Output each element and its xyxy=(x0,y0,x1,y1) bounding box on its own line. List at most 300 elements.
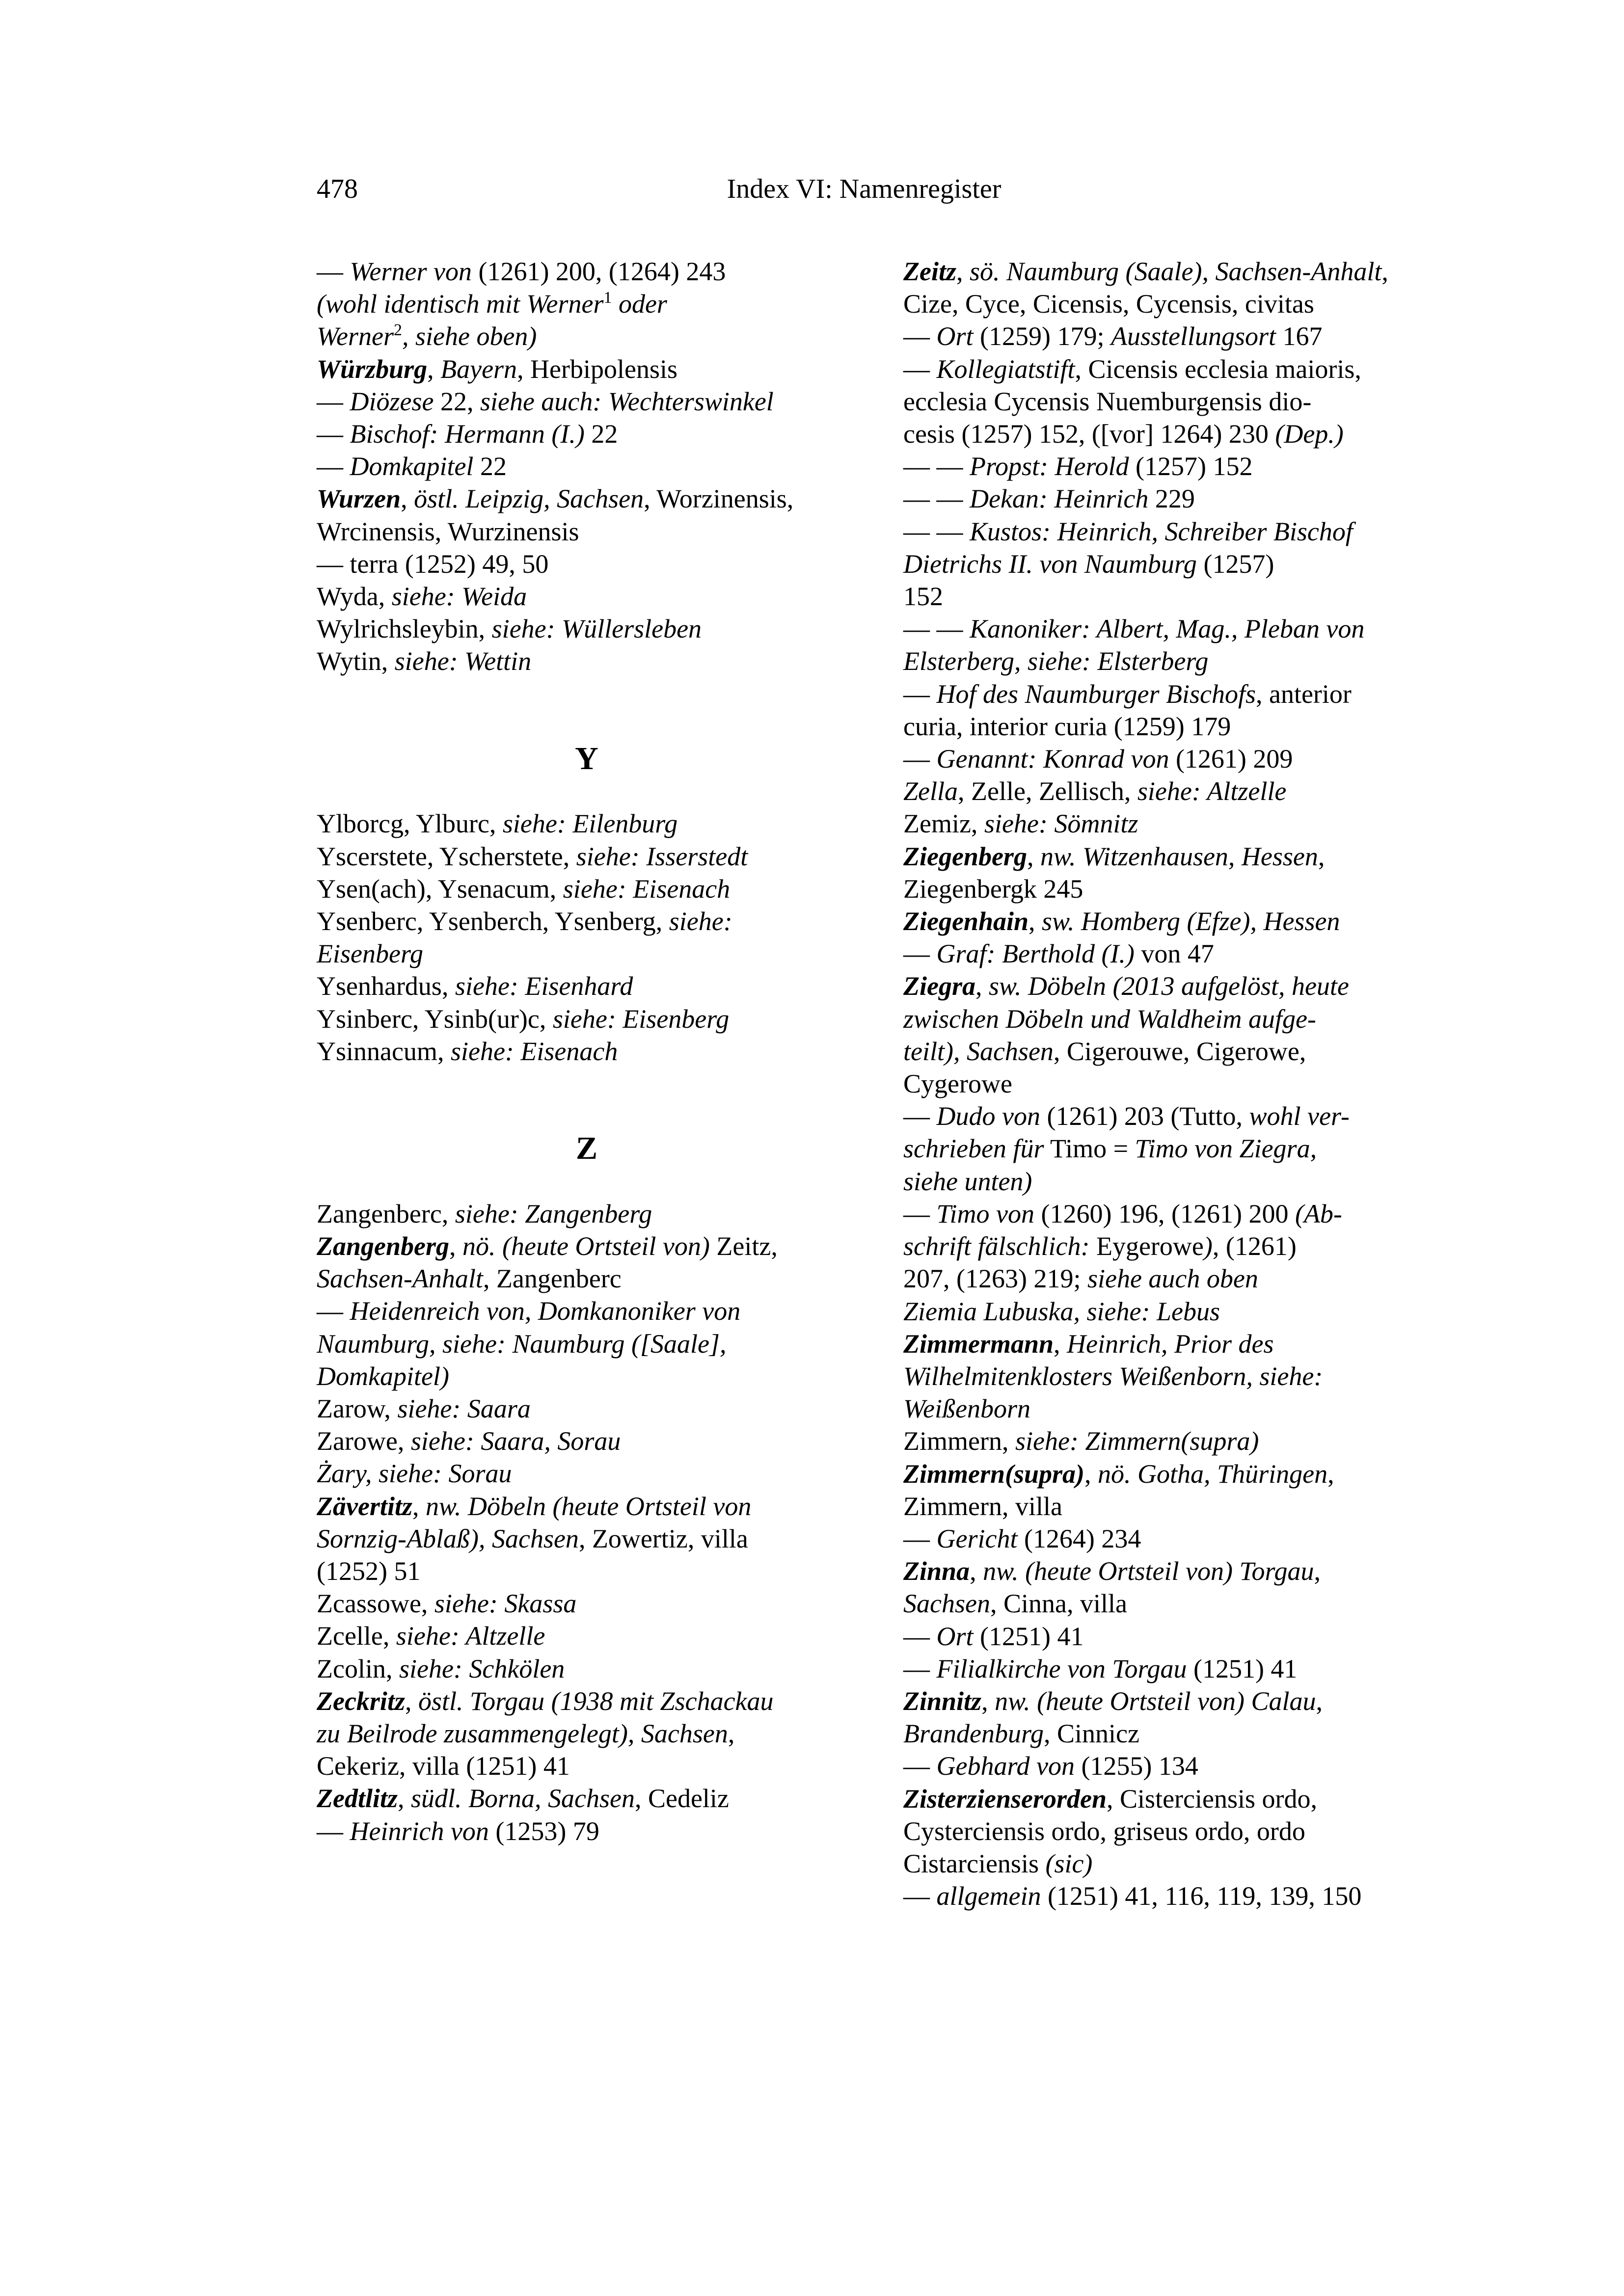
index-line xyxy=(317,418,857,450)
index-text: , xyxy=(397,1784,411,1814)
index-text: — — xyxy=(903,516,970,546)
index-text: Gebhard von xyxy=(936,1751,1075,1781)
running-head xyxy=(317,169,1411,209)
index-text: cesis (1257) 152, ([vor] 1264) 230 xyxy=(903,419,1275,449)
index-line xyxy=(903,710,1443,743)
index-text: — xyxy=(317,1816,350,1846)
index-line xyxy=(903,418,1443,450)
index-text: (1264) 234 xyxy=(1017,1523,1141,1553)
index-text: , xyxy=(1381,257,1388,286)
index-text: Zimmern, villa xyxy=(903,1491,1062,1521)
index-text: östl. Torgau (1938 mit Zschackau xyxy=(418,1686,774,1716)
headword: Zeitz xyxy=(903,257,956,286)
index-line xyxy=(317,645,857,677)
index-text: — terra (1252) 49, 50 xyxy=(317,549,549,579)
index-text: Sachsen-Anhalt xyxy=(317,1264,483,1294)
index-text: Dekan: Heinrich xyxy=(970,484,1149,514)
index-line xyxy=(317,1035,857,1068)
footnote-marker: 2 xyxy=(394,321,402,340)
index-line xyxy=(317,1425,857,1457)
index-text: , Worzinensis, xyxy=(644,484,794,514)
index-line xyxy=(903,1653,1443,1685)
index-text: (1261) 200, (1264) 243 xyxy=(471,257,726,286)
index-text: Filialkirche von Torgau xyxy=(936,1654,1187,1683)
index-text: Zcelle, xyxy=(317,1621,396,1651)
index-text: (1261) 203 (Tutto, xyxy=(1040,1101,1249,1131)
index-text: (1253) 79 xyxy=(488,1816,599,1846)
index-text: wohl ver- xyxy=(1249,1101,1350,1131)
index-text: Cygerowe xyxy=(903,1069,1012,1099)
index-line xyxy=(903,1425,1443,1457)
index-line xyxy=(317,1392,857,1425)
index-line xyxy=(903,353,1443,385)
index-text: siehe: Wüllersleben xyxy=(491,614,702,644)
index-text: (1252) 51 xyxy=(317,1556,421,1586)
section-spacer xyxy=(317,678,857,743)
index-text: nw. Döbeln (heute Ortsteil von xyxy=(425,1491,752,1521)
index-text: Zcassowe, xyxy=(317,1589,434,1619)
index-text: , Cisterciensis ordo, xyxy=(1107,1784,1317,1814)
index-text: Heinrich von xyxy=(350,1816,489,1846)
index-text: , Cedeliz xyxy=(634,1784,729,1814)
index-line xyxy=(317,970,857,1002)
index-line xyxy=(317,482,857,515)
index-text: nö. Gotha, Thüringen xyxy=(1098,1459,1328,1489)
index-line xyxy=(317,1685,857,1717)
index-text: Wyda, xyxy=(317,582,392,612)
index-text: schrift fälschlich: xyxy=(903,1231,1090,1261)
index-text: (1261) 209 xyxy=(1169,744,1293,774)
index-text: Diözese xyxy=(350,386,434,416)
index-line xyxy=(317,840,857,873)
index-line xyxy=(903,1100,1443,1132)
index-text: siehe auch: Wechterswinkel xyxy=(480,386,774,416)
index-line xyxy=(903,1522,1443,1555)
index-text: allgemein xyxy=(936,1881,1041,1911)
index-text: Gericht xyxy=(936,1523,1018,1553)
index-line xyxy=(903,1587,1443,1620)
index-text: östl. Leipzig, Sachsen xyxy=(414,484,644,514)
index-line xyxy=(903,613,1443,645)
headword: Zävertitz xyxy=(317,1491,412,1521)
index-line xyxy=(317,1262,857,1295)
index-text: siehe: Altzelle xyxy=(1137,776,1287,806)
headword: Ziegenhain xyxy=(903,907,1029,936)
index-text: — xyxy=(903,1199,937,1228)
index-text: , xyxy=(1316,1686,1323,1716)
index-text: Zarow, xyxy=(317,1394,398,1424)
index-text: — xyxy=(903,321,937,351)
index-text: — xyxy=(903,1523,937,1553)
index-line xyxy=(317,255,857,288)
index-text: siehe: Zimmern(supra) xyxy=(1015,1426,1259,1456)
index-line xyxy=(903,255,1443,288)
index-text: Werner von xyxy=(350,257,472,286)
index-text: , xyxy=(1084,1459,1098,1489)
index-line xyxy=(903,580,1443,613)
index-text: Naumburg, siehe: Naumburg ([Saale], xyxy=(317,1329,727,1359)
index-text: — xyxy=(317,257,350,286)
index-line xyxy=(317,1003,857,1035)
index-line xyxy=(903,1392,1443,1425)
section-letter-heading: Y xyxy=(575,741,598,777)
index-text: , Zelle, Zellisch, xyxy=(958,776,1137,806)
index-text: (1257) xyxy=(1196,549,1274,579)
index-text: , (1261) xyxy=(1212,1231,1297,1261)
index-line xyxy=(317,1360,857,1392)
index-line xyxy=(317,320,857,352)
index-text: , Herbipolensis xyxy=(517,354,678,384)
index-line xyxy=(317,905,857,937)
index-text: Ysenhardus, xyxy=(317,971,455,1001)
index-line xyxy=(903,840,1443,873)
index-line xyxy=(903,1165,1443,1198)
headword: Ziegra xyxy=(903,971,975,1001)
index-text: , anterior xyxy=(1255,679,1352,709)
index-text: Timo von Ziegra, xyxy=(1135,1134,1317,1164)
index-text: — xyxy=(903,744,937,774)
index-text: , xyxy=(981,1686,995,1716)
index-text: , xyxy=(449,1231,462,1261)
index-text: Ort xyxy=(936,321,974,351)
index-text: teilt), Sachsen xyxy=(903,1036,1054,1066)
index-text: Timo von xyxy=(936,1199,1035,1228)
index-line xyxy=(903,970,1443,1002)
index-line xyxy=(903,873,1443,905)
index-line xyxy=(317,1198,857,1230)
index-line xyxy=(317,1522,857,1555)
index-text: — xyxy=(317,386,350,416)
index-line xyxy=(903,548,1443,580)
index-text: — xyxy=(903,1881,937,1911)
index-line xyxy=(903,450,1443,482)
index-text: — xyxy=(903,679,937,709)
index-text: , xyxy=(956,257,970,286)
index-line xyxy=(317,1782,857,1815)
index-line xyxy=(903,1880,1443,1912)
index-text: Zemiz, xyxy=(903,809,984,839)
index-text: Kollegiatstift xyxy=(936,354,1075,384)
index-line xyxy=(903,1458,1443,1490)
index-line xyxy=(317,873,857,905)
index-line xyxy=(317,1620,857,1652)
index-text: 22 xyxy=(473,452,507,481)
index-line xyxy=(903,515,1443,548)
index-line xyxy=(903,937,1443,970)
index-text: nw. (heute Ortsteil von) Torgau xyxy=(983,1556,1314,1586)
index-line xyxy=(903,1003,1443,1035)
index-text: , xyxy=(1314,1556,1321,1586)
index-text: Ysinberc, Ysinb(ur)c, xyxy=(317,1004,553,1034)
index-text: curia, interior curia (1259) 179 xyxy=(903,711,1231,741)
index-text: , Cicensis ecclesia maioris, xyxy=(1075,354,1361,384)
index-text: siehe auch oben xyxy=(1087,1264,1258,1294)
index-text: Ziegenbergk 245 xyxy=(903,874,1083,904)
index-text: Eisenberg xyxy=(317,939,423,969)
index-line xyxy=(903,1198,1443,1230)
index-text: Ysenberc, Ysenberch, Ysenberg, xyxy=(317,907,669,936)
index-text: , xyxy=(1327,1459,1334,1489)
index-text: Wilhelmitenklosters Weißenborn, siehe: xyxy=(903,1361,1323,1391)
index-text: siehe: Eisenhard xyxy=(455,971,633,1001)
index-text: Zangenberc, xyxy=(317,1199,455,1228)
index-text: , xyxy=(975,971,989,1001)
index-text: Heinrich, Prior des xyxy=(1067,1329,1274,1359)
index-text: sw. Döbeln (2013 aufgelöst, heute xyxy=(988,971,1349,1001)
index-text: siehe: Wettin xyxy=(394,646,532,676)
index-text: nö. (heute Ortsteil von) xyxy=(462,1231,710,1261)
index-text: (1255) 134 xyxy=(1074,1751,1198,1781)
index-text: Weißenborn xyxy=(903,1394,1030,1424)
index-text: Cize, Cyce, Cicensis, Cycensis, civitas xyxy=(903,289,1314,319)
index-text: , Zowertiz, villa xyxy=(578,1523,748,1553)
index-line xyxy=(903,1068,1443,1100)
index-line xyxy=(317,1815,857,1847)
index-text: Graf: Berthold (I.) xyxy=(936,939,1135,969)
index-line xyxy=(317,548,857,580)
index-text: , Zangenberc xyxy=(483,1264,622,1294)
index-line xyxy=(903,1360,1443,1392)
index-text: siehe: Eisenach xyxy=(450,1036,618,1066)
index-line xyxy=(317,1230,857,1262)
index-line xyxy=(903,482,1443,515)
index-text: siehe: Altzelle xyxy=(396,1621,545,1651)
index-text: (1259) 179; xyxy=(973,321,1111,351)
headword: Wurzen xyxy=(317,484,401,514)
index-text: sö. Naumburg (Saale), Sachsen-Anhalt xyxy=(969,257,1382,286)
headword: Zisterzienserorden xyxy=(903,1784,1107,1814)
index-line xyxy=(317,580,857,613)
headword: Ziegenberg xyxy=(903,841,1027,871)
index-text: — — xyxy=(903,452,970,481)
index-line xyxy=(903,1620,1443,1653)
index-line xyxy=(903,1783,1443,1815)
index-line xyxy=(903,1230,1443,1262)
index-text: zu Beilrode zusammengelegt), Sachsen xyxy=(317,1719,728,1749)
index-line xyxy=(903,1262,1443,1295)
index-text: — xyxy=(903,1101,937,1131)
index-text: siehe: Saara, Sorau xyxy=(410,1426,621,1456)
index-text: , Cinna, villa xyxy=(990,1589,1127,1619)
index-text: (1251) 41, 116, 119, 139, 150 xyxy=(1041,1881,1362,1911)
index-text: Yscerstete, Yscherstete, xyxy=(317,841,576,871)
index-text: südl. Borna, Sachsen xyxy=(410,1784,635,1814)
index-text: , xyxy=(1027,841,1040,871)
index-text: 229 xyxy=(1148,484,1195,514)
index-line xyxy=(903,807,1443,840)
index-text: — xyxy=(317,419,350,449)
index-line xyxy=(903,1685,1443,1717)
index-text: siehe unten) xyxy=(903,1166,1032,1196)
index-text: ecclesia Cycensis Nuemburgensis dio- xyxy=(903,386,1312,416)
index-text: Bayern xyxy=(440,354,517,384)
index-text: siehe: Skassa xyxy=(434,1589,577,1619)
index-text: siehe: Saara xyxy=(397,1394,531,1424)
index-text: Timo = xyxy=(1044,1134,1135,1164)
index-text: Wytin, xyxy=(317,646,395,676)
index-text: (sic) xyxy=(1045,1848,1093,1878)
index-text: — xyxy=(317,452,350,481)
index-line xyxy=(317,1457,857,1490)
page-number: 478 xyxy=(317,174,358,204)
index-line xyxy=(903,1328,1443,1360)
index-text: siehe: xyxy=(669,907,732,936)
index-line xyxy=(903,320,1443,352)
index-text: , xyxy=(970,1556,983,1586)
index-line xyxy=(903,1815,1443,1847)
index-line xyxy=(317,1555,857,1587)
index-text: Heidenreich von, Domkanoniker von xyxy=(350,1296,741,1326)
index-text: nw. Witzenhausen, Hessen xyxy=(1040,841,1318,871)
headword: Zeckritz xyxy=(317,1686,405,1716)
index-text: — xyxy=(903,354,937,384)
index-line xyxy=(317,1587,857,1620)
index-text: (wohl identisch mit Werner xyxy=(317,289,604,319)
headword: Zedtlitz xyxy=(317,1784,398,1814)
index-line xyxy=(903,1490,1443,1522)
index-line xyxy=(903,743,1443,775)
index-text: , xyxy=(1029,907,1042,936)
index-text: siehe: Eisenberg xyxy=(552,1004,730,1034)
index-text: (Ab- xyxy=(1295,1199,1342,1228)
index-text: Dudo von xyxy=(936,1101,1040,1131)
index-text: Ausstellungsort xyxy=(1110,321,1276,351)
index-text: — xyxy=(317,1296,350,1326)
headword: Würzburg xyxy=(317,354,428,384)
index-text: (1257) 152 xyxy=(1129,452,1253,481)
headword: Zangenberg xyxy=(317,1231,449,1261)
index-text: siehe: Eisenach xyxy=(563,874,731,904)
index-text: Ysinnacum, xyxy=(317,1036,451,1066)
section-spacer xyxy=(317,1165,857,1198)
index-text: Bischof: Hermann (I.) xyxy=(350,419,585,449)
running-title: Index VI: Namenregister xyxy=(727,174,1001,204)
index-line xyxy=(317,353,857,385)
index-line xyxy=(317,288,857,320)
index-text: Sachsen xyxy=(903,1589,990,1619)
index-line xyxy=(317,1295,857,1327)
index-line xyxy=(317,1328,857,1360)
index-text: Propst: Herold xyxy=(970,452,1129,481)
index-line xyxy=(317,515,857,548)
index-text: siehe: Schkölen xyxy=(399,1654,565,1683)
index-text: 152 xyxy=(903,582,943,612)
index-line xyxy=(903,1132,1443,1165)
footnote-marker: 1 xyxy=(603,289,612,307)
index-text: zwischen Döbeln und Waldheim aufge- xyxy=(903,1004,1316,1034)
index-text: (1260) 196, (1261) 200 xyxy=(1034,1199,1295,1228)
index-text: Werner xyxy=(317,321,394,351)
index-text: Ysen(ach), Ysenacum, xyxy=(317,874,563,904)
index-text: — — xyxy=(903,614,970,644)
index-text: Domkapitel) xyxy=(317,1361,449,1391)
section-spacer xyxy=(317,1068,857,1132)
index-text: Elsterberg, siehe: Elsterberg xyxy=(903,646,1209,676)
index-text: nw. (heute Ortsteil von) Calau xyxy=(995,1686,1316,1716)
section-spacer xyxy=(317,775,857,807)
index-text: — xyxy=(903,1751,937,1781)
index-text: Sornzig-Ablaß), Sachsen xyxy=(317,1523,579,1553)
index-line xyxy=(903,1750,1443,1782)
index-text: 167 xyxy=(1276,321,1323,351)
headword: Zinnitz xyxy=(903,1686,982,1716)
index-text: , xyxy=(412,1491,426,1521)
index-text: Wylrichsleybin, xyxy=(317,614,492,644)
index-text: Zarowe, xyxy=(317,1426,411,1456)
index-text: von 47 xyxy=(1134,939,1214,969)
index-text: siehe: Zangenberg xyxy=(455,1199,652,1228)
index-text: Hof des Naumburger Bischofs xyxy=(936,679,1256,709)
index-line xyxy=(317,450,857,482)
index-text: — xyxy=(903,939,937,969)
index-text: , xyxy=(401,484,414,514)
index-text: siehe: Weida xyxy=(391,582,527,612)
index-text: — — xyxy=(903,484,970,514)
index-text: — xyxy=(903,1654,937,1683)
index-line xyxy=(317,385,857,418)
index-text: , Cigerouwe, Cigerowe, xyxy=(1053,1036,1306,1066)
index-line xyxy=(903,775,1443,807)
index-line xyxy=(317,807,857,840)
index-text: Zimmern, xyxy=(903,1426,1015,1456)
section-letter-heading: Z xyxy=(575,1130,598,1167)
index-text: 207, (1263) 219; xyxy=(903,1264,1087,1294)
headword: Zinna xyxy=(903,1556,970,1586)
index-text: Ziemia Lubuska, siehe: Lebus xyxy=(903,1296,1220,1326)
index-line xyxy=(317,613,857,645)
index-line xyxy=(903,1717,1443,1750)
left-column xyxy=(317,255,857,1847)
headword: Zimmermann xyxy=(903,1329,1054,1359)
index-text: siehe: Sömnitz xyxy=(984,809,1138,839)
index-text: — xyxy=(903,1621,937,1651)
index-text: oder xyxy=(612,289,667,319)
index-line xyxy=(903,288,1443,320)
index-text: schrieben für xyxy=(903,1134,1044,1164)
index-line xyxy=(903,385,1443,418)
index-text: sw. Homberg (Efze), Hessen xyxy=(1042,907,1340,936)
index-text: Zeitz, xyxy=(709,1231,778,1261)
index-text: siehe: Isserstedt xyxy=(576,841,748,871)
index-text: Kanoniker: Albert, Mag., Pleban von xyxy=(970,614,1365,644)
index-text: siehe: Eilenburg xyxy=(502,809,678,839)
right-column xyxy=(903,255,1443,1912)
index-line xyxy=(903,645,1443,677)
index-line xyxy=(903,1295,1443,1328)
index-text: Cysterciensis ordo, griseus ordo, ordo xyxy=(903,1816,1305,1846)
index-text: Ylborcg, Ylburc, xyxy=(317,809,503,839)
index-text: Eygerowe xyxy=(1089,1231,1204,1261)
index-line xyxy=(317,1717,857,1750)
index-line xyxy=(317,937,857,970)
index-line xyxy=(317,1490,857,1522)
index-text: , xyxy=(1054,1329,1067,1359)
index-text: Cekeriz, villa (1251) 41 xyxy=(317,1751,570,1781)
index-line xyxy=(903,1847,1443,1880)
index-text: ) xyxy=(1203,1231,1213,1261)
index-text: (Dep.) xyxy=(1275,419,1344,449)
index-text: , Cinnicz xyxy=(1043,1719,1139,1749)
index-text: Genannt: Konrad von xyxy=(936,744,1169,774)
index-text: 22, xyxy=(433,386,480,416)
index-line xyxy=(317,1750,857,1782)
index-text: , xyxy=(405,1686,418,1716)
index-text: Żary, siehe: Sorau xyxy=(317,1459,512,1489)
index-text: , xyxy=(1318,841,1325,871)
index-text: , xyxy=(427,354,441,384)
index-text: (1251) 41 xyxy=(973,1621,1084,1651)
index-text: Zella xyxy=(903,776,958,806)
